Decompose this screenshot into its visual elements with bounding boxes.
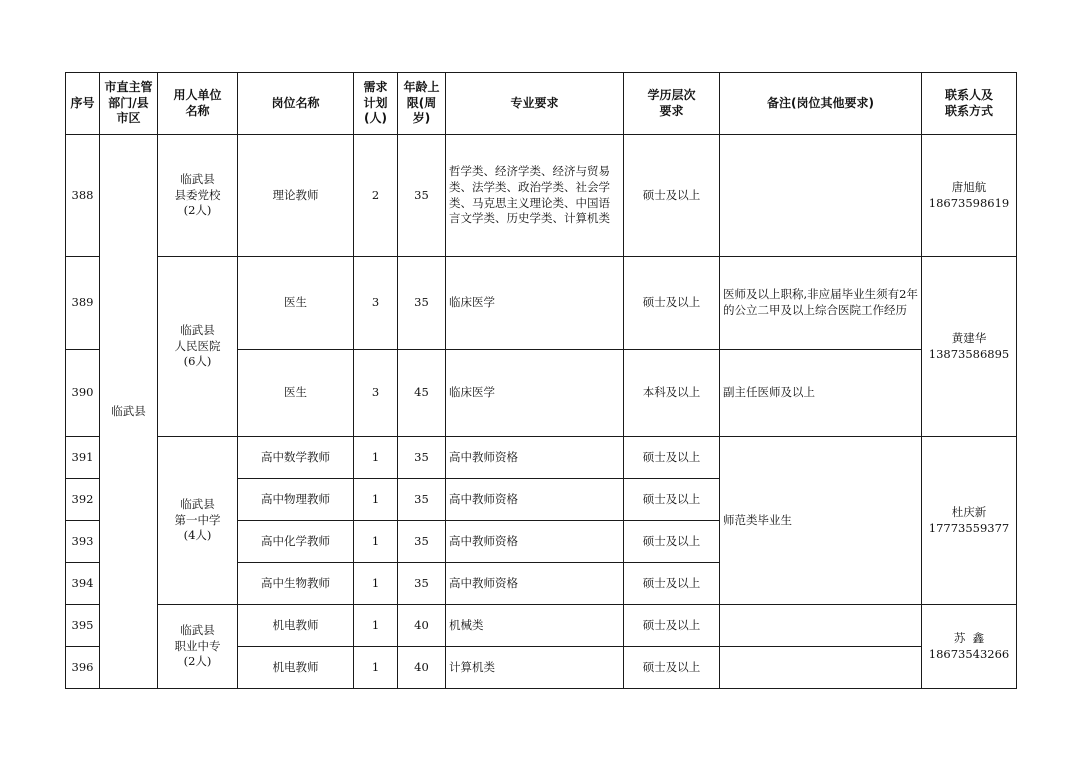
row-number: 393 xyxy=(66,521,100,563)
education-requirement: 硕士及以上 xyxy=(624,647,720,689)
table-row xyxy=(66,605,1017,647)
unit-name: 临武县 县委党校 (2人) xyxy=(158,135,238,257)
major-requirement: 机械类 xyxy=(446,605,624,647)
row-number: 388 xyxy=(66,135,100,257)
demand-count: 1 xyxy=(354,479,398,521)
header-major: 专业要求 xyxy=(446,73,624,135)
header-contact: 联系人及 联系方式 xyxy=(922,73,1017,135)
note xyxy=(720,135,922,257)
contact-name: 杜庆新 xyxy=(951,504,987,519)
position-name: 理论教师 xyxy=(238,135,354,257)
education-requirement: 本科及以上 xyxy=(624,350,720,437)
header-age: 年龄上 限(周 岁) xyxy=(398,73,446,135)
county-cell: 临武县 xyxy=(100,135,158,689)
age-limit: 40 xyxy=(398,647,446,689)
age-limit: 35 xyxy=(398,135,446,257)
major-requirement: 高中教师资格 xyxy=(446,521,624,563)
contact xyxy=(922,605,1017,689)
header-count: 需求 计划 (人) xyxy=(354,73,398,135)
table-row xyxy=(66,135,1017,257)
education-requirement: 硕士及以上 xyxy=(624,605,720,647)
education-requirement: 硕士及以上 xyxy=(624,521,720,563)
note: 师范类毕业生 xyxy=(720,437,922,605)
contact-phone: 17773559377 xyxy=(928,520,1010,535)
row-number: 392 xyxy=(66,479,100,521)
unit-name: 临武县 人民医院 (6人) xyxy=(158,257,238,437)
note xyxy=(720,605,922,647)
major-requirement: 临床医学 xyxy=(446,257,624,350)
demand-count: 3 xyxy=(354,350,398,437)
major-requirement: 高中教师资格 xyxy=(446,437,624,479)
education-requirement: 硕士及以上 xyxy=(624,437,720,479)
unit-name: 临武县 职业中专 (2人) xyxy=(158,605,238,689)
major-requirement: 高中教师资格 xyxy=(446,479,624,521)
age-limit: 35 xyxy=(398,479,446,521)
education-requirement: 硕士及以上 xyxy=(624,257,720,350)
major-requirement: 高中教师资格 xyxy=(446,563,624,605)
demand-count: 1 xyxy=(354,437,398,479)
header-education: 学历层次 要求 xyxy=(624,73,720,135)
age-limit: 35 xyxy=(398,521,446,563)
contact xyxy=(922,437,1017,605)
contact-phone: 18673598619 xyxy=(928,195,1010,210)
row-number: 395 xyxy=(66,605,100,647)
header-position: 岗位名称 xyxy=(238,73,354,135)
row-number: 390 xyxy=(66,350,100,437)
education-requirement: 硕士及以上 xyxy=(624,563,720,605)
note: 副主任医师及以上 xyxy=(720,350,922,437)
education-requirement: 硕士及以上 xyxy=(624,135,720,257)
header-department: 市直主管 部门/县 市区 xyxy=(100,73,158,135)
contact-phone: 13873586895 xyxy=(928,346,1010,361)
header-note: 备注(岗位其他要求) xyxy=(720,73,922,135)
age-limit: 35 xyxy=(398,257,446,350)
position-name: 医生 xyxy=(238,257,354,350)
position-name: 机电教师 xyxy=(238,605,354,647)
note: 医师及以上职称,非应届毕业生须有2年的公立二甲及以上综合医院工作经历 xyxy=(720,257,922,350)
major-requirement: 临床医学 xyxy=(446,350,624,437)
major-requirement: 哲学类、经济学类、经济与贸易类、法学类、政治学类、社会学类、马克思主义理论类、中国语言文学类、历史学类、计算机类 xyxy=(446,135,624,257)
age-limit: 35 xyxy=(398,563,446,605)
contact-name: 黄建华 xyxy=(951,330,987,345)
row-number: 391 xyxy=(66,437,100,479)
demand-count: 1 xyxy=(354,605,398,647)
recruitment-table xyxy=(65,72,1017,689)
position-name: 高中生物教师 xyxy=(238,563,354,605)
demand-count: 3 xyxy=(354,257,398,350)
position-name: 高中数学教师 xyxy=(238,437,354,479)
major-requirement: 计算机类 xyxy=(446,647,624,689)
header-unit: 用人单位 名称 xyxy=(158,73,238,135)
note xyxy=(720,647,922,689)
table-row xyxy=(66,437,1017,479)
demand-count: 1 xyxy=(354,521,398,563)
age-limit: 40 xyxy=(398,605,446,647)
age-limit: 35 xyxy=(398,437,446,479)
row-number: 394 xyxy=(66,563,100,605)
education-requirement: 硕士及以上 xyxy=(624,479,720,521)
demand-count: 1 xyxy=(354,647,398,689)
demand-count: 1 xyxy=(354,563,398,605)
contact xyxy=(922,257,1017,437)
header-no: 序号 xyxy=(66,73,100,135)
contact-name: 唐旭航 xyxy=(951,179,987,194)
row-number: 389 xyxy=(66,257,100,350)
contact xyxy=(922,135,1017,257)
age-limit: 45 xyxy=(398,350,446,437)
unit-name: 临武县 第一中学 (4人) xyxy=(158,437,238,605)
position-name: 高中化学教师 xyxy=(238,521,354,563)
position-name: 机电教师 xyxy=(238,647,354,689)
position-name: 医生 xyxy=(238,350,354,437)
contact-phone: 18673543266 xyxy=(928,646,1010,661)
header-row xyxy=(66,73,1017,135)
contact-name: 苏 鑫 xyxy=(953,630,985,645)
position-name: 高中物理教师 xyxy=(238,479,354,521)
row-number: 396 xyxy=(66,647,100,689)
table-row xyxy=(66,257,1017,350)
demand-count: 2 xyxy=(354,135,398,257)
